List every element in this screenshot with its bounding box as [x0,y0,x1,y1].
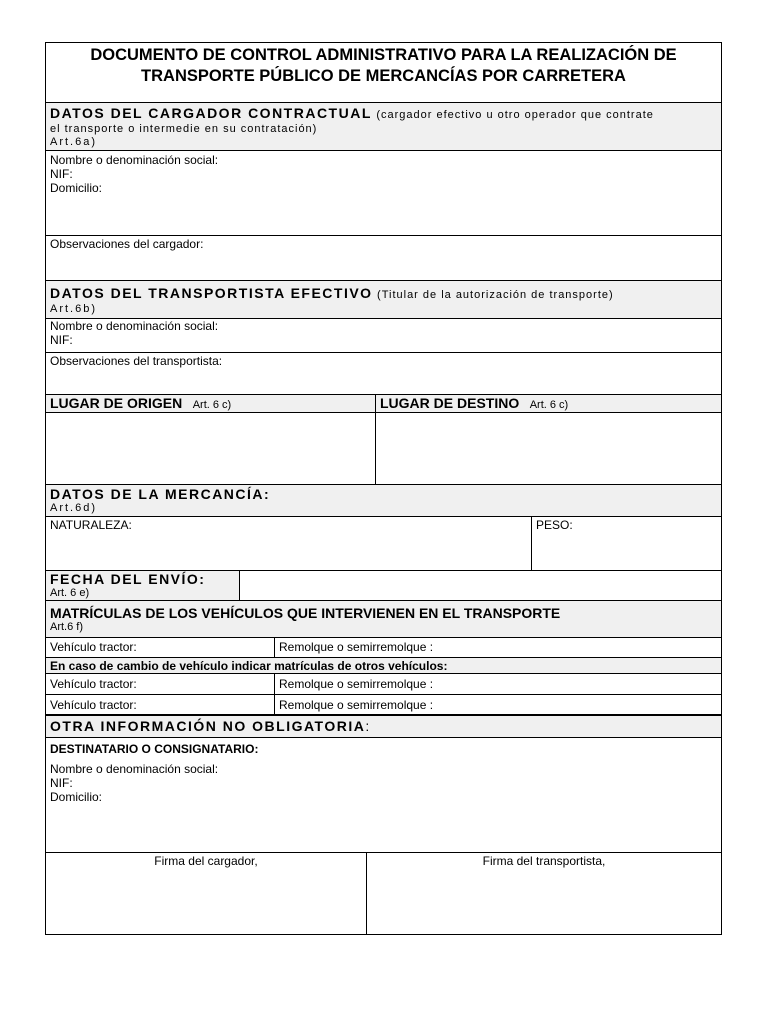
cambio-vehiculo-label: En caso de cambio de vehículo indicar matrículas de otros vehículos: [50,659,448,673]
destinatario-label: DESTINATARIO O CONSIGNATARIO: [50,742,259,756]
tractor-field-3[interactable] [46,695,274,714]
transportista-data-field[interactable] [46,319,721,353]
transportista-note: (Titular de la autorización de transporte) [377,289,614,301]
cargador-domicilio-label: Domicilio: [50,181,103,195]
destinatario-nif-label: NIF: [50,776,73,790]
fecha-heading: FECHA DEL ENVÍO: [50,571,206,587]
title-line-2: TRANSPORTE PÚBLICO DE MERCANCÍAS POR CARRETERA [141,67,626,85]
otra-info-heading: OTRA INFORMACIÓN NO OBLIGATORIA [50,718,366,734]
tractor-label-1: Vehículo tractor: [50,640,137,654]
cargador-observaciones-label: Observaciones del cargador: [50,237,204,251]
fecha-art: Art. 6 e) [50,587,90,599]
transportista-heading: DATOS DEL TRANSPORTISTA EFECTIVO [50,285,373,301]
cargador-art: Art.6a) [50,136,98,148]
peso-label: PESO: [536,518,573,532]
matriculas-section-header [46,601,721,638]
fecha-header [46,571,239,600]
transportista-nif-label: NIF: [50,333,73,347]
origen-art: Art. 6 c) [192,399,232,411]
destinatario-field[interactable] [46,738,721,853]
cargador-nif-label: NIF: [50,167,73,181]
cargador-observaciones-field[interactable] [46,236,721,281]
cargador-data-field[interactable] [46,151,721,236]
mercancia-fields-row [46,517,721,571]
vehiculo-row-2 [46,674,721,695]
tractor-label-3: Vehículo tractor: [50,698,137,712]
mercancia-art: Art.6d) [50,502,98,514]
origen-header [46,395,375,412]
destino-art: Art. 6 c) [529,399,569,411]
cargador-nombre-label: Nombre o denominación social: [50,153,219,167]
remolque-field-2[interactable] [274,674,721,694]
lugares-header-row [46,395,721,413]
origen-field[interactable] [46,413,375,484]
firma-transportista-label: Firma del transportista, [482,854,606,868]
destinatario-nombre-label: Nombre o denominación social: [50,762,219,776]
cambio-vehiculo-row [46,658,721,674]
control-document-form [45,42,722,935]
naturaleza-label: NATURALEZA: [50,518,132,532]
tractor-label-2: Vehículo tractor: [50,677,137,691]
otra-info-colon: : [365,718,370,734]
lugares-fields-row [46,413,721,485]
firmas-row [46,853,721,934]
mercancia-section-header [46,485,721,517]
remolque-label-3: Remolque o semirremolque : [279,698,434,712]
document-title [46,43,721,103]
firma-cargador-field[interactable] [46,853,366,934]
remolque-label-2: Remolque o semirremolque : [279,677,434,691]
tractor-field-2[interactable] [46,674,274,694]
matriculas-heading: MATRÍCULAS DE LOS VEHÍCULOS QUE INTERVIENEN EN EL TRANSPORTE [50,605,561,621]
mercancia-heading: DATOS DE LA MERCANCÍA: [50,486,271,502]
destino-field[interactable] [375,413,721,484]
otra-info-header [46,716,721,738]
peso-field[interactable] [531,517,721,570]
transportista-section-header [46,281,721,319]
cargador-note-cont: el transporte o intermedie en su contratación) [50,123,318,135]
remolque-field-1[interactable] [274,638,721,657]
transportista-nombre-label: Nombre o denominación social: [50,319,219,333]
fecha-row [46,571,721,601]
matriculas-art: Art.6 f) [50,621,84,633]
fecha-field[interactable] [239,571,721,600]
destinatario-domicilio-label: Domicilio: [50,790,103,804]
vehiculo-row-3 [46,695,721,716]
destino-header [375,395,721,412]
cargador-section-header [46,103,721,151]
tractor-field-1[interactable] [46,638,274,657]
vehiculo-row-1 [46,638,721,658]
naturaleza-field[interactable] [46,517,531,570]
title-line-1: DOCUMENTO DE CONTROL ADMINISTRATIVO PARA LA REALIZACIÓN DE [90,46,677,64]
remolque-label-1: Remolque o semirremolque : [279,640,434,654]
cargador-note: (cargador efectivo u otro operador que contrate [376,109,654,121]
firma-cargador-label: Firma del cargador, [154,854,258,868]
destino-label: LUGAR DE DESTINO [380,395,520,411]
transportista-art: Art.6b) [50,303,98,315]
cargador-heading: DATOS DEL CARGADOR CONTRACTUAL [50,105,372,121]
remolque-field-3[interactable] [274,695,721,714]
transportista-observaciones-label: Observaciones del transportista: [50,354,223,368]
transportista-observaciones-field[interactable] [46,353,721,395]
firma-transportista-field[interactable] [366,853,721,934]
origen-label: LUGAR DE ORIGEN [50,395,183,411]
